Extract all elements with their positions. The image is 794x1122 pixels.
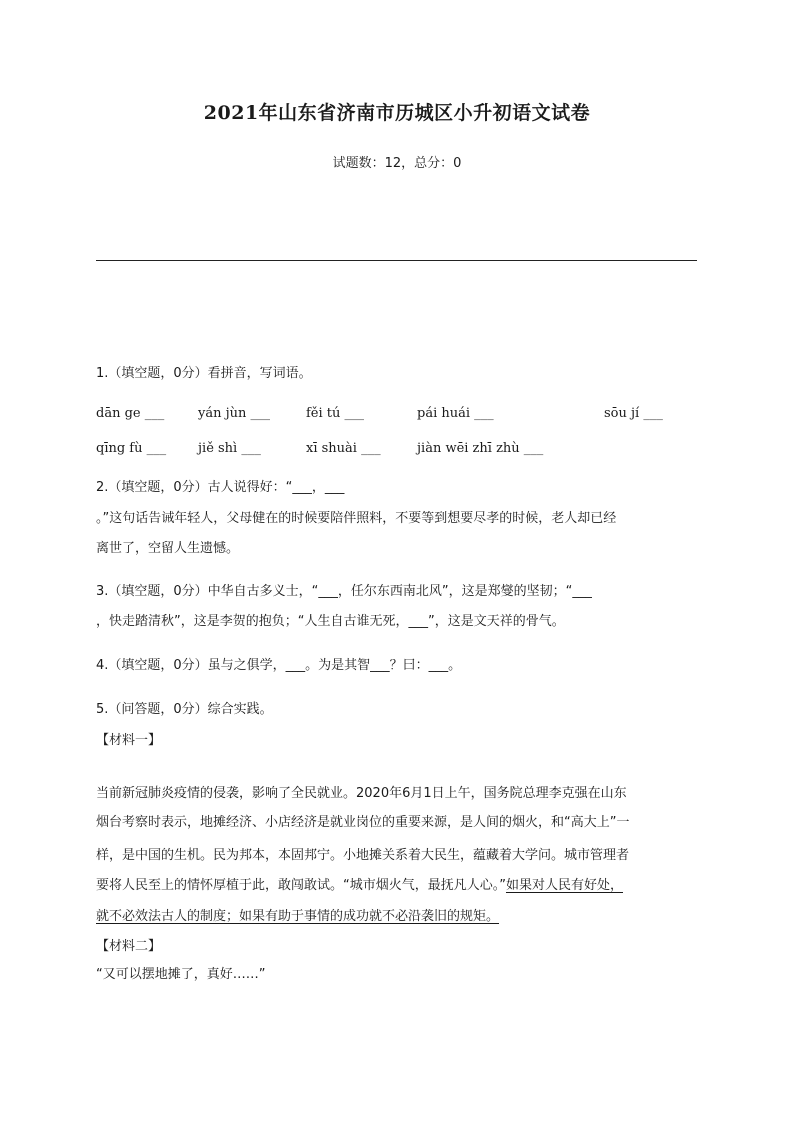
pinyin-item: sōu jí ___: [604, 406, 663, 421]
q4-line: 4.（填空题，0分）虽与之俱学，___。为是其智___？曰：___。: [96, 658, 462, 673]
q1-stem: 1.（填空题，0分）看拼音，写词语。: [96, 366, 312, 381]
q2-line: 2.（填空题，0分）古人说得好：“___，___: [96, 480, 345, 495]
q5-stem: 5.（问答题，0分）综合实践。: [96, 702, 273, 717]
pinyin-item: xī shuài ___: [306, 441, 381, 456]
material-paragraph-line: 样，是中国的生机。民为邦本，本固邦宁。小地摊关系着大民生，蕴藏着大学问。城市管理者: [96, 848, 630, 863]
page-title: 2021年山东省济南市历城区小升初语文试卷: [203, 102, 591, 124]
material-paragraph-line: 烟台考察时表示，地摊经济、小店经济是就业岗位的重要来源，是人间的烟火，和“高大上”一: [96, 815, 630, 830]
underlined-sentence: 如果对人民有好处，: [505, 878, 623, 893]
pinyin-item: fěi tú ___: [306, 406, 365, 421]
pinyin-item: dān ge ___: [96, 406, 165, 421]
pinyin-item: pái huái ___: [417, 406, 494, 421]
q3-line: 3.（填空题，0分）中华自古多义士，“___，任尔东西南北风”，这是郑燮的坚韧；“___: [96, 584, 592, 599]
material-paragraph-line: 当前新冠肺炎疫情的侵袭，影响了全民就业。2020年6月1日上午，国务院总理李克强在山东: [96, 786, 627, 801]
material-heading: 【材料一】: [96, 733, 162, 748]
material-paragraph-line: [96, 874, 623, 893]
underlined-sentence: 就不必效法古人的制度；如果有助于事情的成功就不必沿袭旧的规矩。: [96, 909, 500, 924]
pinyin-item: qīng fù ___: [96, 441, 167, 456]
q2-line: 。”这句话告诫年轻人，父母健在的时候要陪伴照料，不要等到想要尽孝的时候，老人却已经: [96, 511, 617, 526]
exam-meta: 试题数：12，总分：0: [332, 156, 462, 171]
divider: [96, 260, 697, 261]
material-text: 要将人民至上的情怀厚植于此，敢闯敢试。“城市烟火气，最抚凡人心。”: [96, 878, 506, 893]
material-heading: 【材料二】: [96, 939, 162, 954]
pinyin-item: jiàn wēi zhī zhù ___: [417, 441, 544, 456]
pinyin-item: jiě shì ___: [198, 441, 261, 456]
pinyin-item: yán jùn ___: [198, 406, 271, 421]
q2-line: 离世了，空留人生遗憾。: [96, 541, 240, 556]
material-quote: “又可以摆地摊了，真好……”: [96, 967, 266, 982]
q3-line: ，快走踏清秋”，这是李贺的抱负；“人生自古谁无死，___”，这是文天祥的骨气。: [96, 614, 565, 629]
